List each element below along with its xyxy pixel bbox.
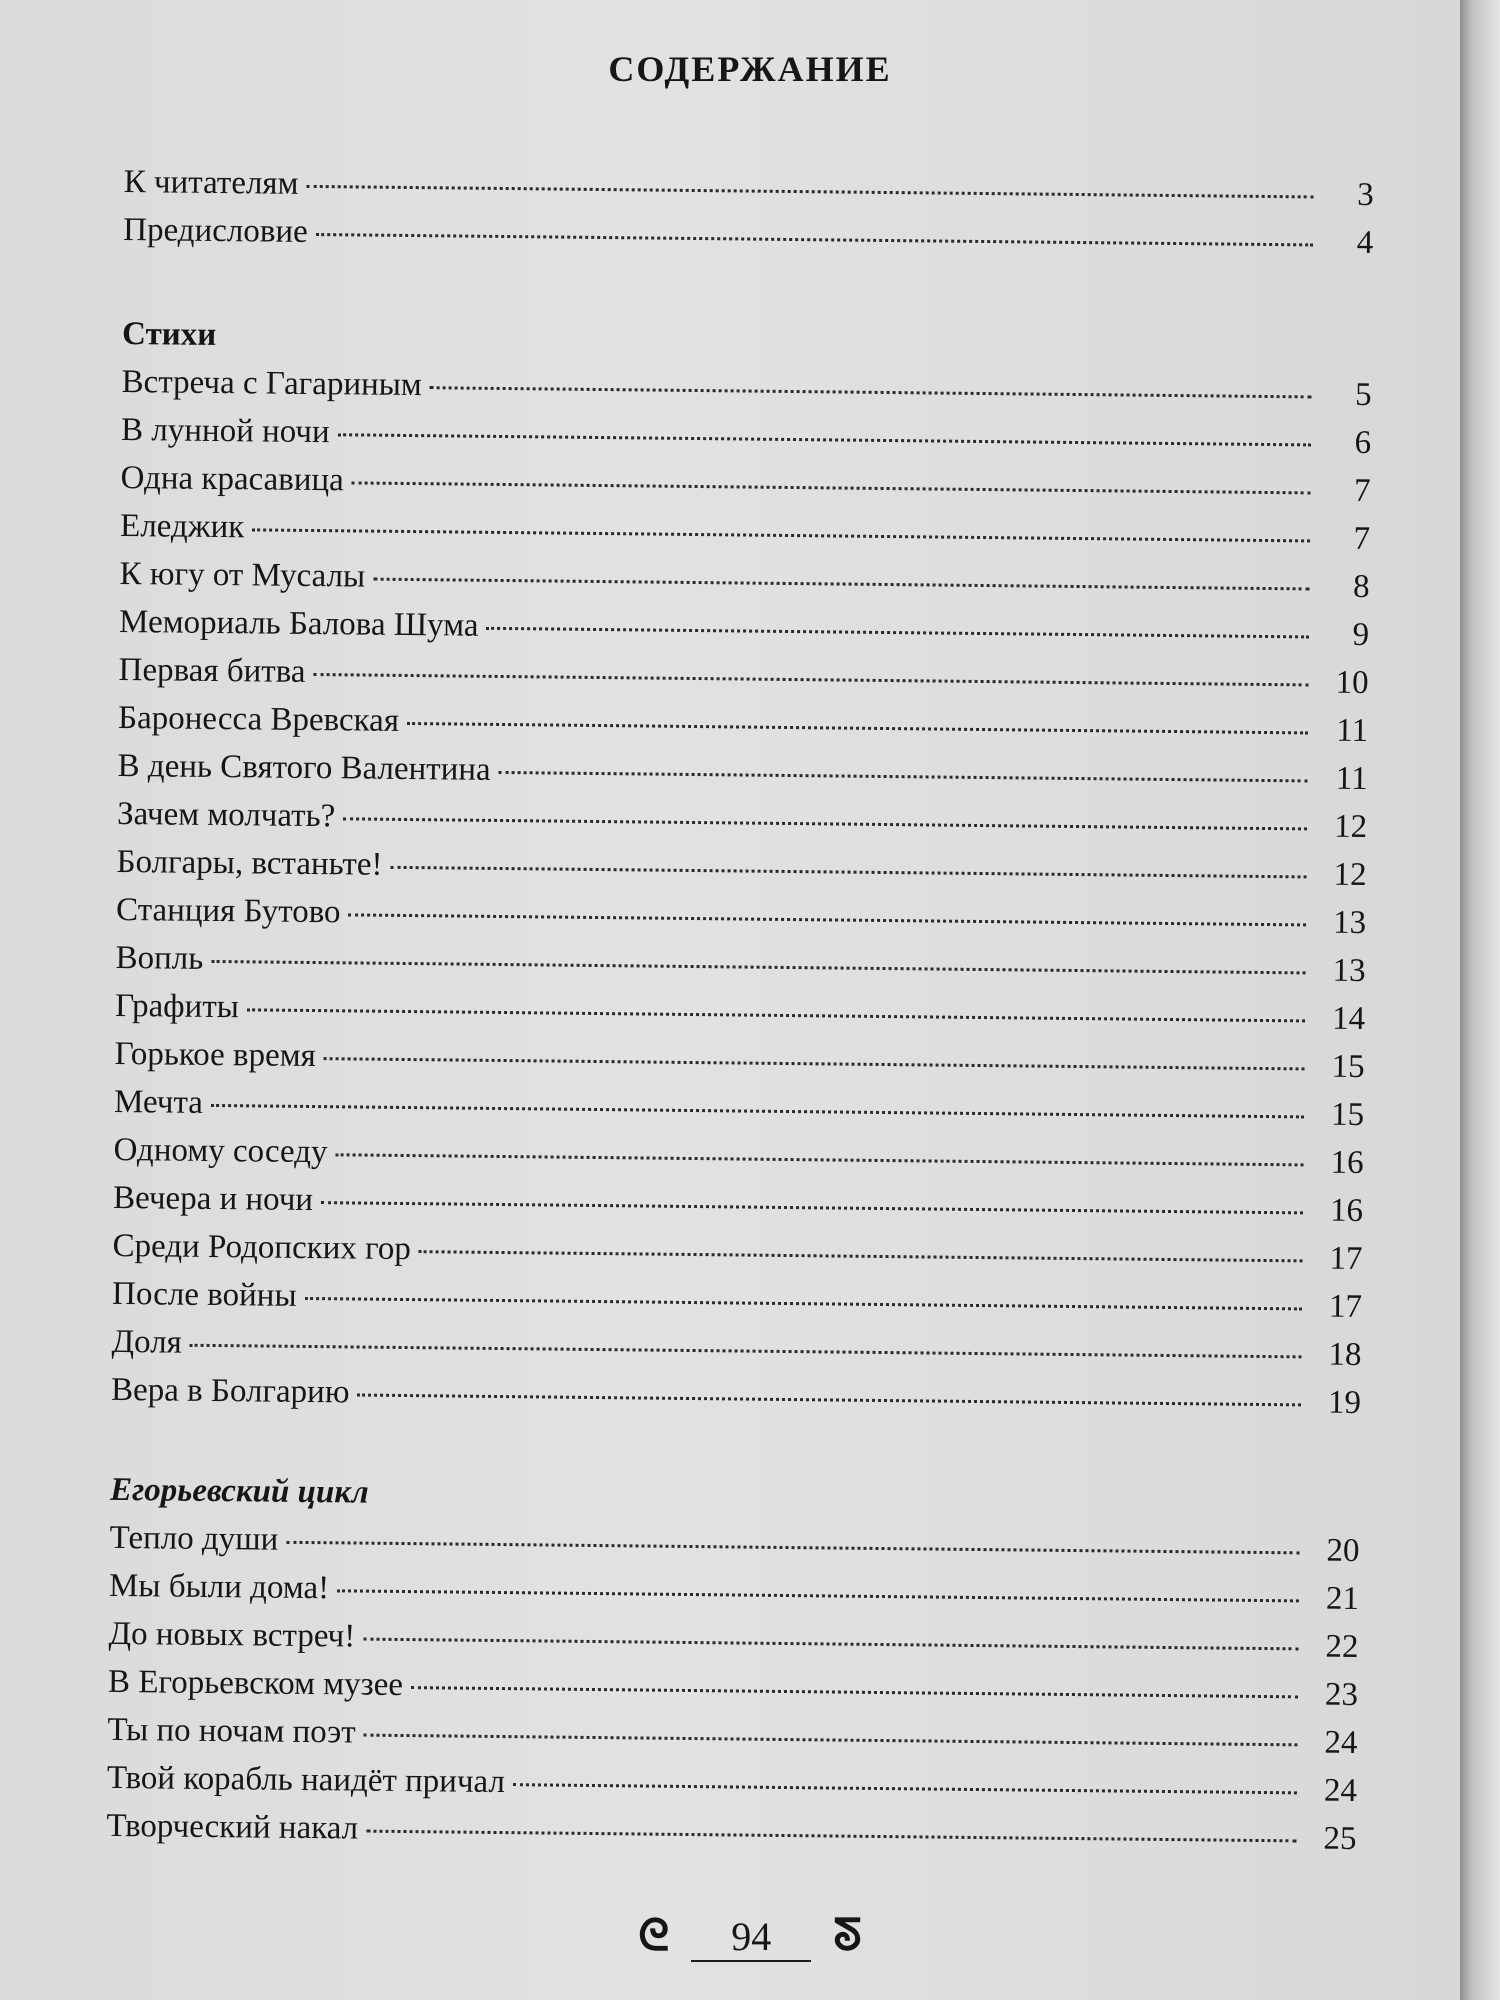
section-poems-list (111, 358, 1372, 1427)
toc-entry-title: В день Святого Валентина (117, 747, 491, 788)
dot-leader (366, 1830, 1296, 1843)
toc-entry-page: 17 (1329, 1240, 1363, 1278)
toc-entry-title: Вечера и ночи (112, 1179, 314, 1219)
section-yegoryevsk-list (106, 1514, 1359, 1863)
toc-entry-title: Вопль (115, 939, 204, 977)
toc-entry-page: 5 (1354, 376, 1372, 414)
toc-entry-page: 6 (1354, 424, 1372, 462)
dot-leader (419, 1250, 1303, 1262)
dot-leader (486, 627, 1309, 639)
toc-entry-title: Твой корабль наидёт причал (106, 1759, 506, 1801)
toc-entry-page: 25 (1323, 1820, 1357, 1857)
dot-leader (513, 1783, 1297, 1794)
toc-entry-page: 8 (1352, 568, 1370, 606)
toc-entry-title: К читателям (123, 163, 299, 202)
dot-leader (190, 1344, 1302, 1359)
dot-leader (363, 1638, 1298, 1651)
section-heading-yegoryevsk-cycle: Егорьевский цикл (109, 1471, 369, 1511)
toc-entry-title: Ты по ночам поэт (107, 1711, 356, 1751)
toc-entry-title: Мемориаль Балова Шума (118, 603, 479, 644)
dot-leader (352, 481, 1311, 494)
toc-entry-page: 16 (1329, 1192, 1364, 1230)
toc-entry-title: Зачем молчать? (116, 795, 336, 835)
toc-entry-page: 10 (1335, 664, 1369, 702)
toc-entry-title: До новых встреч! (108, 1615, 356, 1655)
toc-entry-page: 4 (1356, 224, 1374, 262)
dot-leader (305, 1297, 1302, 1310)
toc-entry-title: Вера в Болгарию (110, 1371, 350, 1411)
toc-entry-page: 7 (1353, 520, 1371, 558)
toc-entry-page: 18 (1328, 1336, 1362, 1374)
dot-leader (321, 1201, 1303, 1214)
toc-entry-title: После войны (111, 1275, 297, 1314)
dot-leader (390, 866, 1306, 879)
toc-entry-page: 24 (1324, 1724, 1358, 1762)
dot-leader (364, 1734, 1298, 1747)
dot-leader (306, 185, 1313, 199)
toc-entry-title: Встреча с Гагариным (121, 363, 422, 404)
toc-entry-title: В Егорьевском музее (107, 1663, 404, 1704)
dot-leader (286, 1541, 1299, 1555)
dot-leader (324, 1057, 1305, 1070)
toc-entry-title: Творческий накал (106, 1807, 359, 1847)
toc-entry-page: 24 (1323, 1772, 1358, 1809)
toc-entry-page: 11 (1336, 712, 1369, 750)
toc-entry-title: К югу от Мусалы (119, 555, 366, 595)
toc-entry-page: 16 (1330, 1144, 1364, 1182)
toc-entry-title: Станция Бутово (115, 891, 341, 931)
dot-leader (407, 722, 1308, 734)
toc-entry-title: Предисловие (123, 211, 308, 250)
toc-entry-title: Баронесса Вревская (117, 699, 400, 739)
dot-leader (411, 1686, 1298, 1698)
toc-entry-page: 20 (1326, 1532, 1360, 1570)
ornament-right-icon: ᘕ (833, 1910, 862, 1961)
toc-entry-title: Мы были дома! (108, 1567, 330, 1607)
toc-entry-page: 19 (1327, 1384, 1362, 1422)
toc-entry-page: 12 (1333, 856, 1367, 894)
dot-leader (316, 233, 1313, 246)
toc-entry-title: Одна красавица (120, 459, 344, 499)
toc-entry-page: 21 (1325, 1580, 1360, 1618)
dot-leader (349, 913, 1307, 926)
toc-entry-page: 22 (1325, 1628, 1359, 1666)
toc-entry-title: Болгары, встаньте! (116, 843, 383, 883)
section-heading-poems: Стихи (121, 315, 217, 353)
page-title: СОДЕРЖАНИЕ (608, 49, 892, 89)
dot-leader (357, 1394, 1301, 1407)
toc-entry-page: 13 (1332, 952, 1366, 990)
dot-leader (338, 433, 1311, 446)
toc-entry-title: Еледжик (119, 507, 245, 546)
toc-entry-page: 11 (1335, 760, 1368, 798)
toc-entry-title: Среди Родопских гор (112, 1227, 412, 1268)
table-of-contents (106, 158, 1374, 1863)
toc-entry-page: 14 (1331, 1000, 1366, 1038)
ornament-left-icon: ᘓ (638, 1910, 670, 1961)
toc-entry-title: Первая битва (118, 651, 306, 690)
page-footer (0, 1910, 1460, 1962)
toc-entry-title: Тепло души (109, 1519, 279, 1558)
dot-leader (337, 1589, 1299, 1602)
toc-entry-page: 23 (1324, 1676, 1359, 1714)
toc-entry-title: Графиты (114, 987, 240, 1026)
dot-leader (430, 386, 1312, 398)
toc-entry-title: Горькое время (114, 1035, 316, 1075)
dot-leader (499, 771, 1308, 782)
page-number: 94 (691, 1913, 811, 1962)
toc-entry-page: 12 (1333, 808, 1368, 846)
toc-entry-page: 7 (1353, 472, 1371, 510)
toc-entry-page: 15 (1331, 1048, 1365, 1086)
toc-entry-page: 3 (1356, 176, 1374, 214)
dot-leader (252, 528, 1310, 542)
adjacent-page-edge (1460, 0, 1500, 2000)
dot-leader (373, 578, 1309, 591)
dot-leader (211, 1104, 1304, 1118)
toc-entry-page: 15 (1330, 1096, 1365, 1134)
dot-leader (211, 960, 1305, 974)
dot-leader (343, 817, 1307, 830)
dot-leader (313, 673, 1308, 686)
toc-entry-page: 13 (1332, 904, 1367, 942)
toc-entry-title: Доля (111, 1323, 183, 1361)
dot-leader (247, 1008, 1305, 1022)
toc-entry-title: В лунной ночи (120, 411, 330, 451)
toc-entry-page: 17 (1328, 1288, 1363, 1326)
dot-leader (335, 1153, 1303, 1166)
toc-entry-title: Одному соседу (113, 1131, 328, 1171)
toc-entry-page: 9 (1352, 616, 1370, 654)
toc-entry-title: Мечта (113, 1083, 204, 1121)
